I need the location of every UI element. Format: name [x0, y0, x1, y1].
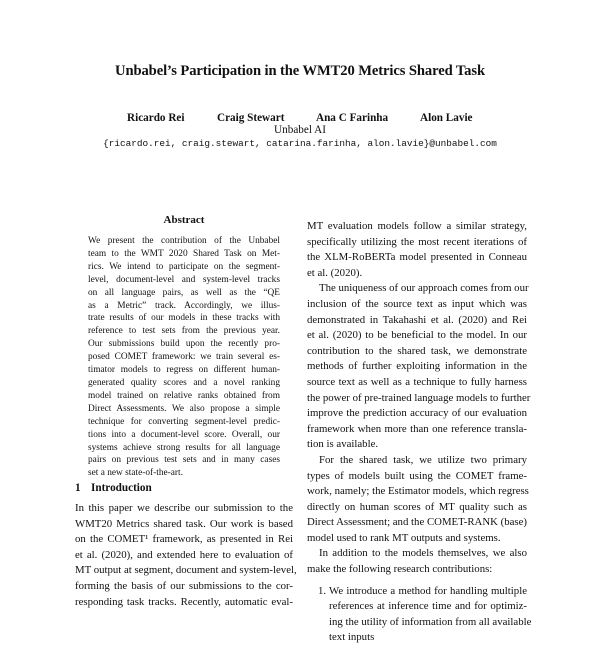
paragraph-line: methods of further exploiting information in the [307, 360, 527, 373]
paragraph-line: model used to rank MT outputs and systems. [307, 531, 501, 544]
abstract-line: technique for converting segment-level predic- [88, 416, 280, 427]
abstract-heading: Abstract [163, 214, 205, 226]
paragraph-line: inclusion of the source text as input which was [307, 297, 527, 310]
intro-line: MT output at segment, document and system-level, [75, 564, 297, 577]
abstract-line: trate results of our models in these tracks with [88, 313, 280, 324]
list-line [307, 584, 527, 600]
paragraph-line: specifically utilizing the most recent iterations of [307, 235, 527, 248]
paragraph-line: directly on human scores of MT quality such as [307, 500, 527, 513]
list-line: ing the utility of information from all available [329, 615, 532, 628]
abstract-line: on all language pairs, as well as the “QE [88, 287, 280, 298]
right-column [307, 219, 532, 646]
abstract-line: rics. We intend to participate on the segment- [88, 261, 280, 272]
abstract-line: level, document-level and system-level tracks [88, 274, 280, 285]
abstract-line: pairs on previous test sets and in many cases [88, 455, 280, 466]
abstract-line: reference to test sets from the previous year. [88, 326, 280, 337]
author-name: Alon Lavie [420, 112, 473, 124]
abstract-line: Our submissions build upon the recently pro- [88, 339, 280, 350]
intro-line: et al. (2020), and extended here to evaluation of [75, 548, 293, 561]
abstract-body [88, 235, 280, 480]
author-name: Craig Stewart [217, 112, 285, 124]
section-title: Introduction [91, 482, 152, 494]
abstract-line: as a Metric” track. Accordingly, we illus- [88, 300, 280, 311]
introduction-body [75, 501, 297, 610]
paragraph-line: framework when more than one reference transla- [307, 422, 527, 435]
abstract-line: model trained on relative ranks obtained from [88, 390, 280, 401]
abstract-line: tions into a document-level score. Overall, our [88, 429, 280, 440]
abstract-line: timator models to regress on different human- [88, 365, 280, 376]
abstract-line: team to the WMT 2020 Shared Task on Met- [88, 248, 280, 259]
paragraph-line: For the shared task, we utilize two primary [319, 453, 527, 466]
paragraph-line: improve the prediction accuracy of our evaluation [307, 407, 527, 420]
list-item-number: 1. [318, 584, 327, 597]
section-heading-introduction [75, 482, 152, 494]
affiliation: Unbabel AI [274, 124, 326, 136]
intro-line: In this paper we describe our submission to the [75, 502, 293, 514]
paragraph-line: types of models built using the COMET frame- [307, 469, 527, 482]
paragraph-line: et al. (2020) to be beneficial to the model. In our [307, 329, 527, 342]
paragraph-line: tion is available. [307, 438, 379, 451]
intro-line: forming the basis of our submissions to the cor- [75, 579, 293, 592]
paragraph-line: work, namely; the Estimator models, which regress [307, 485, 529, 498]
paragraph-line: In addition to the models themselves, we also [319, 547, 527, 560]
abstract-line: Direct Assessments. We also propose a simple [88, 403, 280, 414]
paragraph-line: demonstrated in Takahashi et al. (2020) and Rei [307, 313, 527, 326]
paragraph-line: the XLM-RoBERTa model presented in Conneau [307, 251, 527, 264]
list-line: text inputs [329, 631, 375, 644]
list-text: We introduce a method for handling multiple [329, 584, 527, 597]
section-number: 1 [75, 482, 81, 494]
paragraph-line: et al. (2020). [307, 266, 363, 279]
list-line: references at inference time and for optimiz- [329, 600, 527, 613]
paper-title: Unbabel’s Participation in the WMT20 Metrics Shared Task [115, 63, 485, 79]
intro-line: WMT20 Metrics shared task. Our work is based [75, 517, 293, 530]
paragraph-line: MT evaluation models follow a similar strategy, [307, 220, 527, 232]
abstract-line: generated quality scores and a novel ranking [88, 377, 280, 388]
author-name: Ana C Farinha [316, 112, 389, 124]
abstract-line: posed COMET framework: we train several es- [88, 352, 280, 363]
abstract-line: We present the contribution of the Unbabel [88, 236, 280, 246]
paragraph-line: make the following research contributions: [307, 563, 493, 576]
intro-line: responding task tracks. Recently, automatic eval- [75, 595, 293, 608]
author-emails: {ricardo.rei, craig.stewart, catarina.farinha, alon.lavie}@unbabel.com [103, 138, 497, 149]
intro-line: on the COMET¹ framework, as presented in Rei [75, 533, 293, 546]
abstract-line: set a new state-of-the-art. [88, 468, 183, 479]
paragraph-line: source text as well as a technique to fully harness [307, 375, 527, 388]
paragraph-line: Direct Assessment; and the COMET-RANK (base) [307, 516, 528, 529]
paragraph-line: The uniqueness of our approach comes from our [319, 282, 529, 295]
paragraph-line: the power of pre-trained language models to further [307, 391, 531, 404]
paragraph-line: contribution to the shared task, we demonstrate [307, 344, 527, 357]
author-name: Ricardo Rei [127, 112, 185, 124]
abstract-line: systems achieve strong results for all language [88, 442, 280, 453]
